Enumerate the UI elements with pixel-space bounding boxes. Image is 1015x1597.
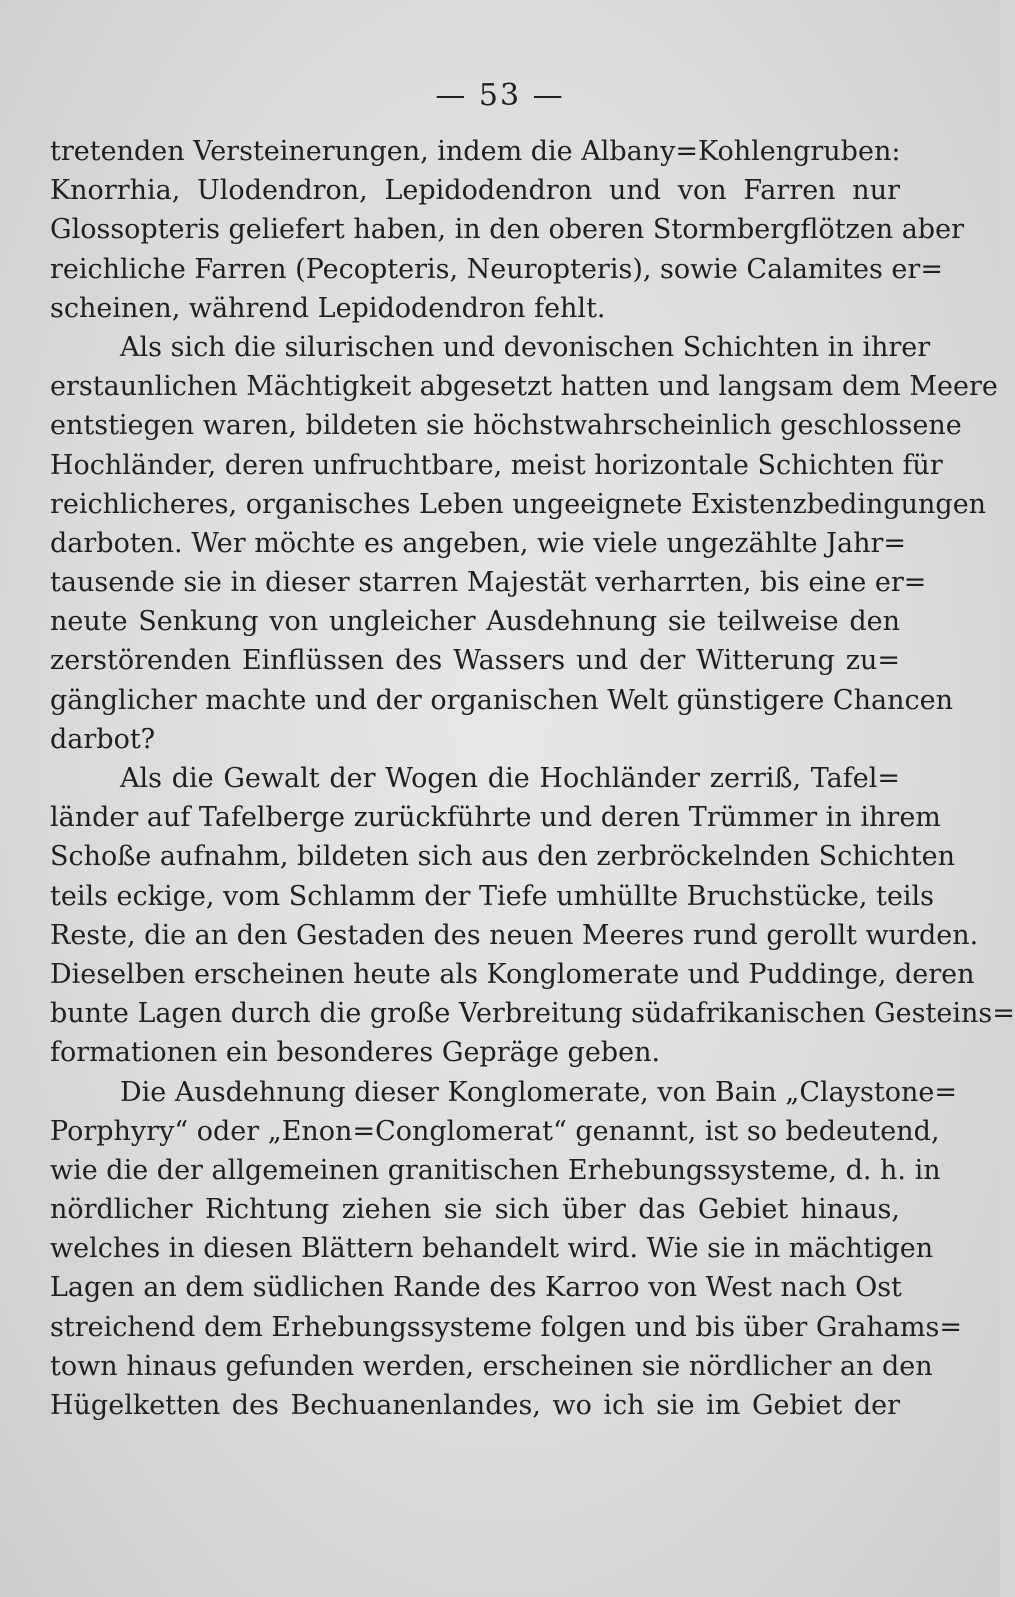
- text-line: tausende sie in dieser starren Majestät verharrten, bis eine er=: [50, 567, 927, 599]
- text-line: tretenden Versteinerungen, indem die Albany=Kohlengruben:: [50, 136, 901, 167]
- text-line: Als sich die silurischen und devonischen Schichten in ihrer: [120, 331, 931, 363]
- text-line: Dieselben erscheinen heute als Konglomerate und Puddinge, deren: [50, 958, 975, 990]
- text-line: Hügelketten des Bechuanenlandes, wo ich sie im Gebiet der: [50, 1390, 900, 1421]
- text-line: town hinaus gefunden werden, erscheinen sie nördlicher an den: [50, 1350, 933, 1382]
- text-line: Hochländer, deren unfruchtbare, meist horizontale Schichten für: [50, 449, 943, 481]
- text-line: reichliche Farren (Pecopteris, Neuropteris), sowie Calamites er=: [50, 253, 943, 285]
- text-line: reichlicheres, organisches Leben ungeeignete Existenzbedingungen: [50, 488, 987, 520]
- text-line: formationen ein besonderes Gepräge geben.: [50, 1037, 661, 1069]
- text-line: teils eckige, vom Schlamm der Tiefe umhüllte Bruchstücke, teils: [50, 880, 934, 912]
- text-line: Knorrhia, Ulodendron, Lepidodendron und von Farren nur: [50, 175, 900, 207]
- text-line: entstiegen waren, bildeten sie höchstwahrscheinlich geschlossene: [50, 410, 962, 442]
- text-line: Porphyry“ oder „Enon=Conglomerat“ genannt, ist so bedeutend,: [50, 1115, 940, 1147]
- paragraph: [50, 759, 1015, 1073]
- text-line: Die Ausdehnung dieser Konglomerate, von Bain „Claystone=: [120, 1076, 957, 1108]
- paragraph: [50, 328, 998, 759]
- text-line: darbot?: [50, 723, 156, 755]
- text-line: nördlicher Richtung ziehen sie sich über das Gebiet hinaus,: [50, 1194, 900, 1226]
- text-line: welches in diesen Blättern behandelt wird. Wie sie in mächtigen: [50, 1233, 934, 1265]
- text-line: darboten. Wer möchte es angeben, wie viele ungezählte Jahr=: [50, 527, 906, 559]
- text-line: wie die der allgemeinen granitischen Erhebungssysteme, d. h. in: [50, 1154, 941, 1186]
- paragraph: [50, 132, 964, 328]
- text-line: Als die Gewalt der Wogen die Hochländer zerriß, Tafel=: [120, 763, 900, 794]
- text-line: Glossopteris geliefert haben, in den oberen Stormbergflötzen aber: [50, 214, 964, 246]
- body-text: [50, 132, 1015, 1425]
- text-line: scheinen, während Lepidodendron fehlt.: [50, 292, 606, 324]
- text-line: länder auf Tafelberge zurückführte und deren Trümmer in ihrem: [50, 802, 941, 834]
- text-line: zerstörenden Einflüssen des Wassers und der Witterung zu=: [50, 645, 900, 677]
- page-number: — 53 —: [435, 78, 565, 113]
- text-line: bunte Lagen durch die große Verbreitung südafrikanischen Gesteins=: [50, 998, 1015, 1030]
- text-line: Schoße aufnahm, bildeten sich aus den zerbröckelnden Schichten: [50, 841, 955, 873]
- text-line: neute Senkung von ungleicher Ausdehnung sie teilweise den: [50, 606, 900, 638]
- text-line: streichend dem Erhebungssysteme folgen und bis über Grahams=: [50, 1311, 962, 1343]
- text-line: Reste, die an den Gestaden des neuen Meeres rund gerollt wurden.: [50, 919, 979, 951]
- text-line: gänglicher machte und der organischen Welt günstigere Chancen: [50, 684, 953, 716]
- text-line: Lagen an dem südlichen Rande des Karroo von West nach Ost: [50, 1272, 902, 1304]
- text-line: erstaunlichen Mächtigkeit abgesetzt hatten und langsam dem Meere: [50, 371, 998, 403]
- paragraph: [50, 1073, 962, 1426]
